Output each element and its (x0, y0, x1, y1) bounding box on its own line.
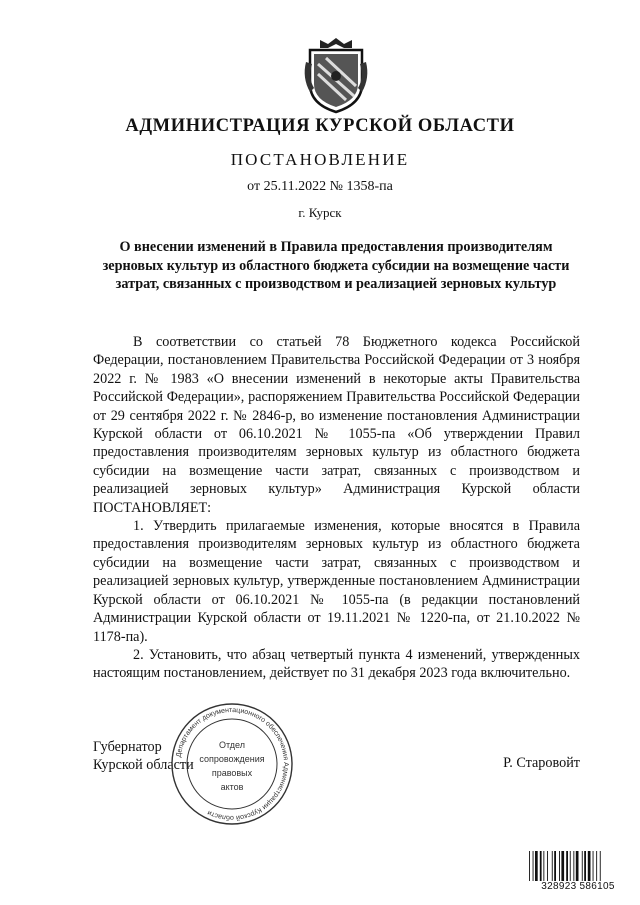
barcode-bar (566, 851, 568, 881)
barcode-bar (543, 851, 544, 881)
body-paragraph: 1. Утвердить прилагаемые изменения, которые вносятся в Правила предоставления производителям зерновых культур из областного бюджета субсидии на возмещение части затрат, связанных с производством и реализацией зерновых культур, утвержденные постановлением Администрации Курской области от 06.10.2021 № 1055-па (в редакции постановлений Администрации Курской области от 19.11.2021 № 1220-па, от 21.10.2022 № 1178-па). (93, 518, 580, 645)
barcode-bar (554, 851, 556, 881)
signatory-name: Р. Старовойт (503, 755, 580, 771)
document-date-number: от 25.11.2022 № 1358-па (247, 179, 393, 194)
barcode-bar (576, 851, 579, 881)
barcode-bar (533, 851, 534, 881)
signatory-position-line: Губернатор (93, 739, 162, 755)
stamp-inner-line: правовых (211, 768, 253, 778)
stamp-outer-text (175, 707, 289, 822)
document-city: г. Курск (298, 205, 342, 220)
barcode-bar (559, 851, 560, 881)
coat-of-arms-emblem (300, 34, 372, 114)
stamp-outer-text-path: Департамент документационного обеспечения Администрации Курской области (175, 706, 290, 822)
stamp-inner-line: сопровождения (199, 754, 265, 764)
stamp-inner-line: актов (220, 782, 244, 792)
official-stamp (168, 700, 296, 828)
barcode-bar (596, 851, 597, 881)
document-type: ПОСТАНОВЛЕНИЕ (230, 150, 410, 169)
document-title: О внесении изменений в Правила предоставления производителям зерновых культур из областного бюджета субсидии на возмещение части затрат, связанных с производством и реализацией зерновых культур (102, 239, 570, 293)
signatory-position-line: Курской области (93, 757, 194, 774)
organization-heading: АДМИНИСТРАЦИЯ КУРСКОЙ ОБЛАСТИ (125, 116, 515, 136)
barcode-bar (584, 851, 586, 881)
barcode-bar (570, 851, 571, 881)
barcode-bar (582, 851, 583, 881)
barcode-bar (561, 851, 564, 881)
barcode-bar (535, 851, 538, 881)
barcode-bar (573, 851, 574, 881)
document-body (93, 333, 580, 683)
barcode-bar (552, 851, 553, 881)
barcode-bar (588, 851, 591, 881)
barcode-bar (547, 851, 548, 881)
barcode-bar (540, 851, 542, 881)
stamp-inner-line: Отдел (218, 740, 246, 750)
barcode-bar (593, 851, 594, 881)
barcode-bar (600, 851, 601, 881)
body-paragraph: 2. Установить, что абзац четвертый пункта 4 изменений, утвержденных настоящим постановлением, действует по 31 декабря 2023 года включительно. (93, 646, 580, 682)
body-paragraph: В соответствии со статьей 78 Бюджетного кодекса Российской Федерации, постановлением Правительства Российской Федерации от 3 ноября 2022 г. № 1983 «О внесении изменений в некоторые акты Правительства Российской Федерации», распоряжением Правительства Российской Федерации от 29 сентября 2022 г. № 2846-р, во изменение постановления Администрации Курской области от 06.10.2021 № 1055-па «Об утверждении Правил предоставления производителям зерновых культур из областного бюджета субсидии на возмещение части затрат, связанных с производством и реализацией зерновых культур» Администрация Курской области ПОСТАНОВЛЯЕТ: (93, 334, 580, 516)
barcode-number: 328923 586105 (528, 881, 628, 893)
barcode-bar (529, 851, 530, 881)
